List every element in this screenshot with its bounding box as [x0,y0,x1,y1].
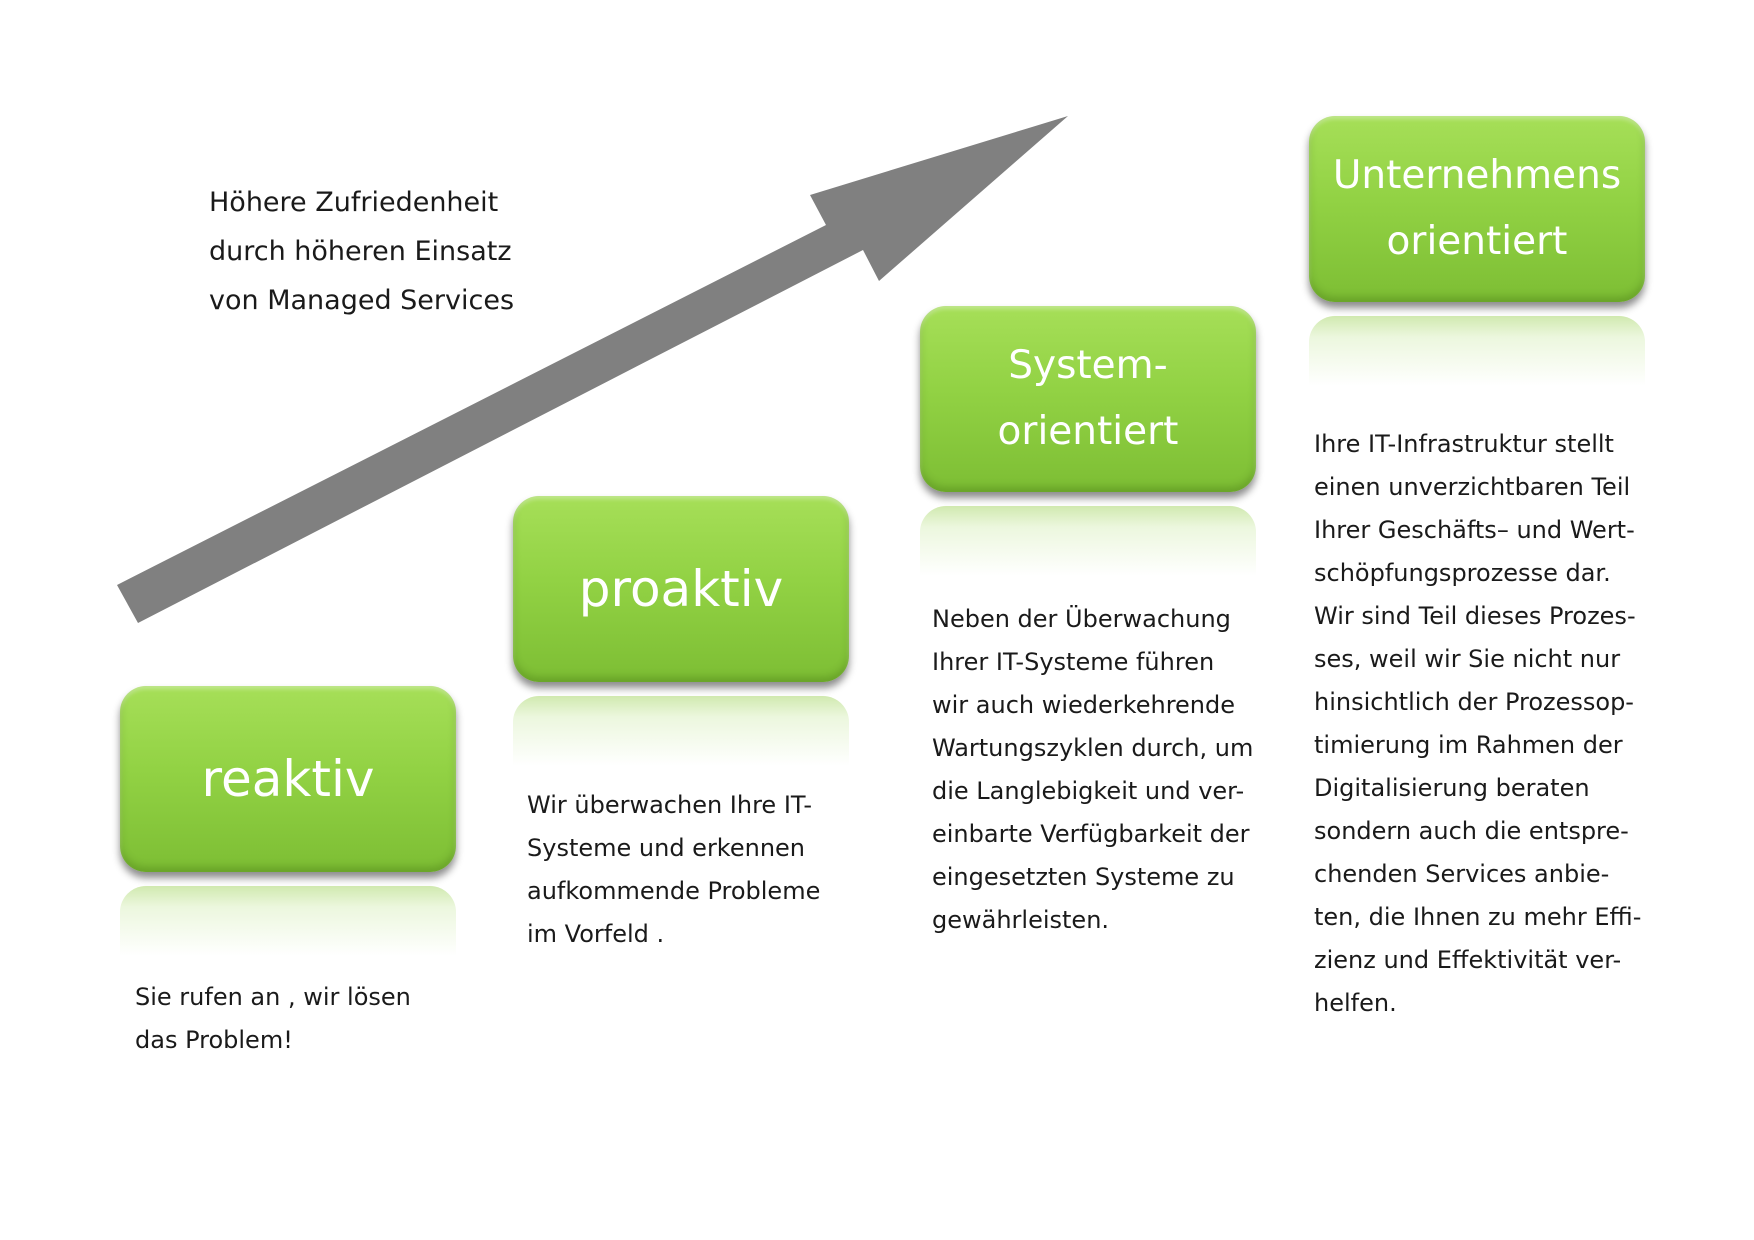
step-reflection-system-orientiert [920,506,1256,576]
description-line: zienz und Effektivität ver- [1314,946,1622,974]
description-line: gewährleisten. [932,906,1110,934]
description-line: die Langlebigkeit und ver- [932,777,1245,805]
description-line: Ihrer Geschäfts– und Wert- [1314,516,1635,544]
step-description-system-orientiert [932,598,1253,942]
intro-line-2: durch höheren Einsatz [209,236,512,267]
description-line: Ihre IT-Infrastruktur stellt [1314,430,1614,458]
description-line: ten, die Ihnen zu mehr Effi- [1314,903,1642,931]
description-line: Neben der Überwachung [932,605,1231,633]
description-line: eingesetzten Systeme zu [932,863,1235,891]
description-line: chenden Services anbie- [1314,860,1610,888]
description-line: schöpfungsprozesse dar. [1314,559,1611,587]
step-box-reaktiv [120,686,456,872]
description-line: Wir überwachen Ihre IT- [527,791,813,819]
step-label: proaktiv [578,560,784,618]
step-label-line-2: orientiert [997,409,1179,454]
description-line: Sie rufen an , wir lösen [135,983,411,1011]
description-line: Ihrer IT-Systeme führen [932,648,1215,676]
step-box-proaktiv [513,496,849,682]
description-line: ses, weil wir Sie nicht nur [1314,645,1621,673]
description-line: Wir sind Teil dieses Prozes- [1314,602,1636,630]
intro-line-3: von Managed Services [209,285,515,316]
intro-line-1: Höhere Zufriedenheit [209,187,499,218]
step-box-unternehmens-orientiert [1309,116,1645,302]
step-description-proaktiv [527,784,820,956]
description-line: im Vorfeld . [527,920,665,948]
step-box-system-orientiert [920,306,1256,492]
description-line: einbarte Verfügbarkeit der [932,820,1250,848]
step-label-line-2: orientiert [1386,219,1568,264]
step-reflection-unternehmens-orientiert [1309,316,1645,386]
step-description-reaktiv [135,976,411,1062]
step-label: reaktiv [201,750,375,808]
description-line: einen unverzichtbaren Teil [1314,473,1631,501]
step-reflection-proaktiv [513,696,849,766]
description-line: helfen. [1314,989,1397,1017]
description-line: Wartungszyklen durch, um [932,734,1254,762]
intro-caption [209,178,569,325]
description-line: aufkommende Probleme [527,877,821,905]
description-line: sondern auch die entspre- [1314,817,1629,845]
step-label-line-1: Unternehmens [1332,153,1622,198]
step-description-unternehmens-orientiert [1314,423,1641,1025]
description-line: das Problem! [135,1026,293,1054]
step-label-line-1: System- [1008,343,1168,388]
description-line: timierung im Rahmen der [1314,731,1623,759]
description-line: Systeme und erkennen [527,834,806,862]
description-line: Digitalisierung beraten [1314,774,1590,802]
description-line: hinsichtlich der Prozessop- [1314,688,1634,716]
description-line: wir auch wiederkehrende [932,691,1236,719]
step-reflection-reaktiv [120,886,456,956]
